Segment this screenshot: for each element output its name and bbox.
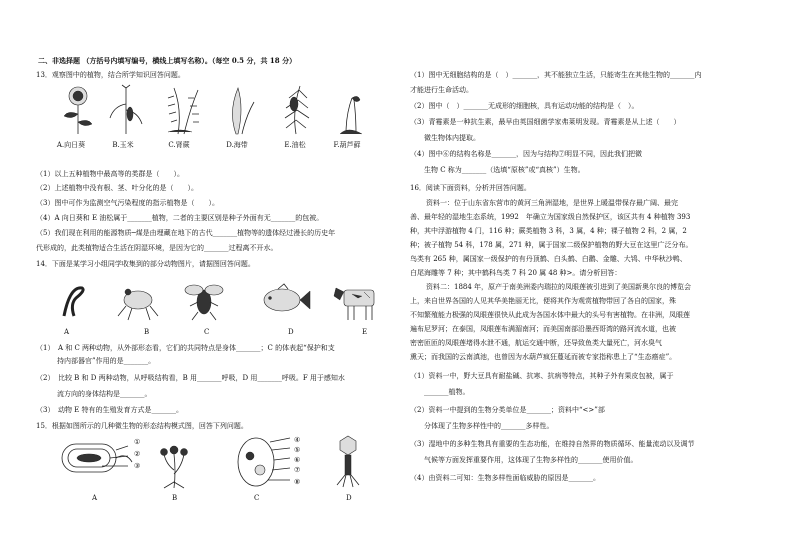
figure-label-d: D bbox=[346, 494, 352, 502]
q16-para-4: 种；被子植物 54 科，178 属，271 种，属于国家二级保护植物的野大豆在这里广泛分布。 bbox=[410, 241, 693, 249]
q14-item-1b: 持内部器官”作用的是_______。 bbox=[36, 357, 156, 365]
fern-illustration bbox=[168, 88, 199, 134]
q16-item-2a: （2）资料一中提到的生物分类单位是_______；资料中“<>”部 bbox=[410, 406, 605, 414]
q16-para-12: 熏天；而我国的云南滇池，也曾因为水葫芦疯狂蔓延而被专家指称患上了“生态癌症”。 bbox=[410, 353, 677, 361]
q16-para-8: 上，来自世界各国的人见其华美艳丽无比，便将其作为观赏植物带回了各自的国家，殊 bbox=[410, 297, 676, 305]
q14-stem: 14．下面是某学习小组同学收集到的部分动物图片，请据图回答问题。 bbox=[36, 260, 255, 268]
q16-para-10: 遍布尼罗河；在泰国，凤眼莲布满湄南河；而美国南部沿墨西哥湾的路河流水道，也被 bbox=[410, 325, 676, 333]
q15-item-4b: 生物 C 称为_______（选填“原核”或“真核”）生物。 bbox=[410, 166, 585, 174]
q14-item-2a: （2） 比较 B 和 D 两种动物，从呼吸结构看，B 用_______呼吸，D 用_______呼吸。F 用于感知水 bbox=[36, 374, 345, 382]
q16-item-3b: 气候等方面发挥重要作用，这体现了生物多样性的_______使用价值。 bbox=[410, 456, 638, 464]
q16-stem: 16．阅读下面资料，分析并回答问题。 bbox=[410, 184, 531, 192]
q15-item-4a: （4）图中⑥的结构名称是_______，因为与结构⑦明显不同，因此我们把微 bbox=[410, 150, 642, 158]
q16-para-2: 善、最年轻的湿地生态系统，1992 年确立为国家级自然保护区，该区共有 4 种植物 393 bbox=[410, 213, 691, 221]
callout-c-7: ⑦ bbox=[294, 466, 301, 474]
figure-label-b: B bbox=[172, 494, 178, 502]
q16-item-1a: （1）资料一中，野大豆具有耐盐碱、抗寒、抗病等特点，其种子外有果皮包被，属于 bbox=[410, 372, 674, 380]
callout-c-6: ⑥ bbox=[294, 456, 301, 464]
q13-item-4: （4）A 向日葵和 E 油松属于_______植物，二者的主要区别是种子外面有无_______的包被。 bbox=[36, 214, 324, 222]
callout-c-4: ④ bbox=[294, 436, 301, 444]
q16-item-1b: _______植物。 bbox=[410, 388, 470, 396]
q16-para-5: 鸟类有 265 种，属国家一级保护的有丹顶鹤、白头鹤、白鹳、金雕、大鸨、中华秋沙鸭、 bbox=[410, 255, 687, 263]
q13-item-5a: （5）我们现在利用的能源物质─煤是由埋藏在地下的古代_______植物等的遗体经过漫长的历史年 bbox=[36, 229, 336, 237]
q15-item-2: （2）图中（ ）_______无成形的细胞核，具有运动功能的结构是（ ）。 bbox=[410, 102, 639, 110]
callout-c-5: ⑤ bbox=[294, 446, 301, 454]
fish-illustration bbox=[264, 284, 310, 311]
animals-figure bbox=[56, 276, 386, 326]
q16-para-3: 种，其中浮游植物 4 门，116 种；蕨类植物 3 科，3 属，4 种；裸子植物 2 科，2 属，2 bbox=[410, 227, 687, 235]
q16-item-2b: 分体现了生物多样性中的_______多样性。 bbox=[410, 422, 554, 430]
q15-item-3b: 微生物体内提取。 bbox=[410, 134, 480, 142]
callout-a-2: ② bbox=[134, 450, 141, 458]
q14-item-1a: （1） A 和 C 两种动物，从外部形态看，它们的共同特点是身体_______；C 的体表起“保护和支 bbox=[36, 344, 335, 352]
plant-label-d: D.海带 bbox=[226, 141, 248, 149]
q15-item-3a: （3）青霉素是一种抗生素，最早由英国细菌学家弗莱明发现。青霉素是从上述（ ） bbox=[410, 118, 681, 126]
plant-label-a: A.向日葵 bbox=[56, 141, 86, 149]
figure-label-a: A bbox=[92, 494, 98, 502]
q13-item-1: （1）以上五种植物中最高等的类群是（ ）。 bbox=[36, 170, 184, 178]
q16-para-6: 白尾海雕等 7 种；其中鹤科鸟类 7 科 20 属 48 种>。请分析回答： bbox=[410, 269, 622, 277]
corn-illustration bbox=[110, 85, 142, 134]
callout-a-3: ③ bbox=[134, 462, 141, 470]
bee-illustration bbox=[185, 285, 223, 320]
pine-illustration bbox=[285, 86, 309, 134]
plant-label-c: C.肾蕨 bbox=[168, 141, 190, 149]
sunflower-illustration bbox=[64, 87, 92, 134]
q16-item-3a: （3）湿地中的多种生物具有重要的生态功能，在维持自然界的物质循环、能量流动以及调节 bbox=[410, 440, 695, 448]
plant-label-b: B.玉米 bbox=[112, 141, 134, 149]
bacterium-illustration bbox=[62, 444, 132, 472]
q13-stem: 13．观察图中的植物，结合所学知识回答问题。 bbox=[36, 71, 185, 79]
q14-item-2b: 流方向的身体结构是_______。 bbox=[36, 390, 152, 398]
callout-a-1: ① bbox=[134, 438, 141, 446]
callout-c-8: ⑧ bbox=[294, 478, 301, 486]
q16-para-9: 不知繁殖能力极强的凤眼莲很快从此成为各国水体中最大的头号有害植物。在非洲，凤眼莲 bbox=[410, 311, 690, 319]
q14-item-3: （3） 动物 E 特有的生殖发育方式是_______。 bbox=[36, 406, 184, 414]
animal-label-e: E bbox=[362, 328, 368, 336]
section-heading: 二、非选择题 （方括号内填写编号，横线上填写名称）。（每空 0.5 分，共 18 分） bbox=[38, 56, 297, 65]
q13-item-2: （2）上述植物中没有根、茎、叶分化的是（ ）。 bbox=[36, 184, 198, 192]
q15-item-1a: （1）图中无细胞结构的是（ ）_______，其不能独立生活，只能寄生在其他生物的_______内 bbox=[410, 71, 702, 79]
q16-para-7: 资料二：1884 年，原产于南美洲委内瑞拉的凤眼莲被引进到了美国新奥尔良的博览会 bbox=[426, 283, 692, 291]
q16-para-11: 密密匝匝的凤眼莲堵得水泄不通，航运交通中断，还导致鱼类大量死亡，河水臭气 bbox=[410, 339, 662, 347]
animal-label-a: A bbox=[64, 328, 70, 336]
earthworm-illustration bbox=[64, 288, 83, 316]
microbes-figure bbox=[56, 434, 366, 492]
plant-label-f: F.葫芦藓 bbox=[333, 141, 361, 149]
frog-illustration bbox=[118, 289, 158, 320]
mold-illustration bbox=[161, 446, 188, 488]
animal-label-d: D bbox=[288, 328, 294, 336]
q15-stem: 15．根据如图所示的几种微生物的形态结构模式图，回答下列问题。 bbox=[36, 422, 248, 430]
kelp-illustration bbox=[232, 88, 254, 134]
plant-label-e: E.油松 bbox=[284, 141, 306, 149]
animal-label-c: C bbox=[204, 328, 210, 336]
cow-illustration bbox=[334, 288, 374, 320]
q16-para-1: 资料一：位于山东省东营市的黄河三角洲湿地，是世界上暖温带保存最广阔、最完 bbox=[426, 199, 678, 207]
figure-label-c: C bbox=[254, 494, 260, 502]
plants-figure bbox=[56, 84, 376, 138]
q13-item-3: （3）图中可作为监测空气污染程度的指示植物是（ ）。 bbox=[36, 199, 219, 207]
moss-illustration bbox=[340, 96, 362, 134]
q16-item-4: （4）由资料二可知：生物多样性面临威胁的原因是_______。 bbox=[410, 474, 600, 482]
q13-item-5b: 代形成的，此类植物适合生活在阴湿环境，是因为它的_______过程离不开水。 bbox=[36, 244, 278, 252]
q15-item-1b: 才能进行生命活动。 bbox=[410, 86, 473, 94]
yeast-illustration bbox=[238, 438, 290, 486]
animal-label-b: B bbox=[144, 328, 150, 336]
virus-illustration bbox=[337, 436, 359, 487]
